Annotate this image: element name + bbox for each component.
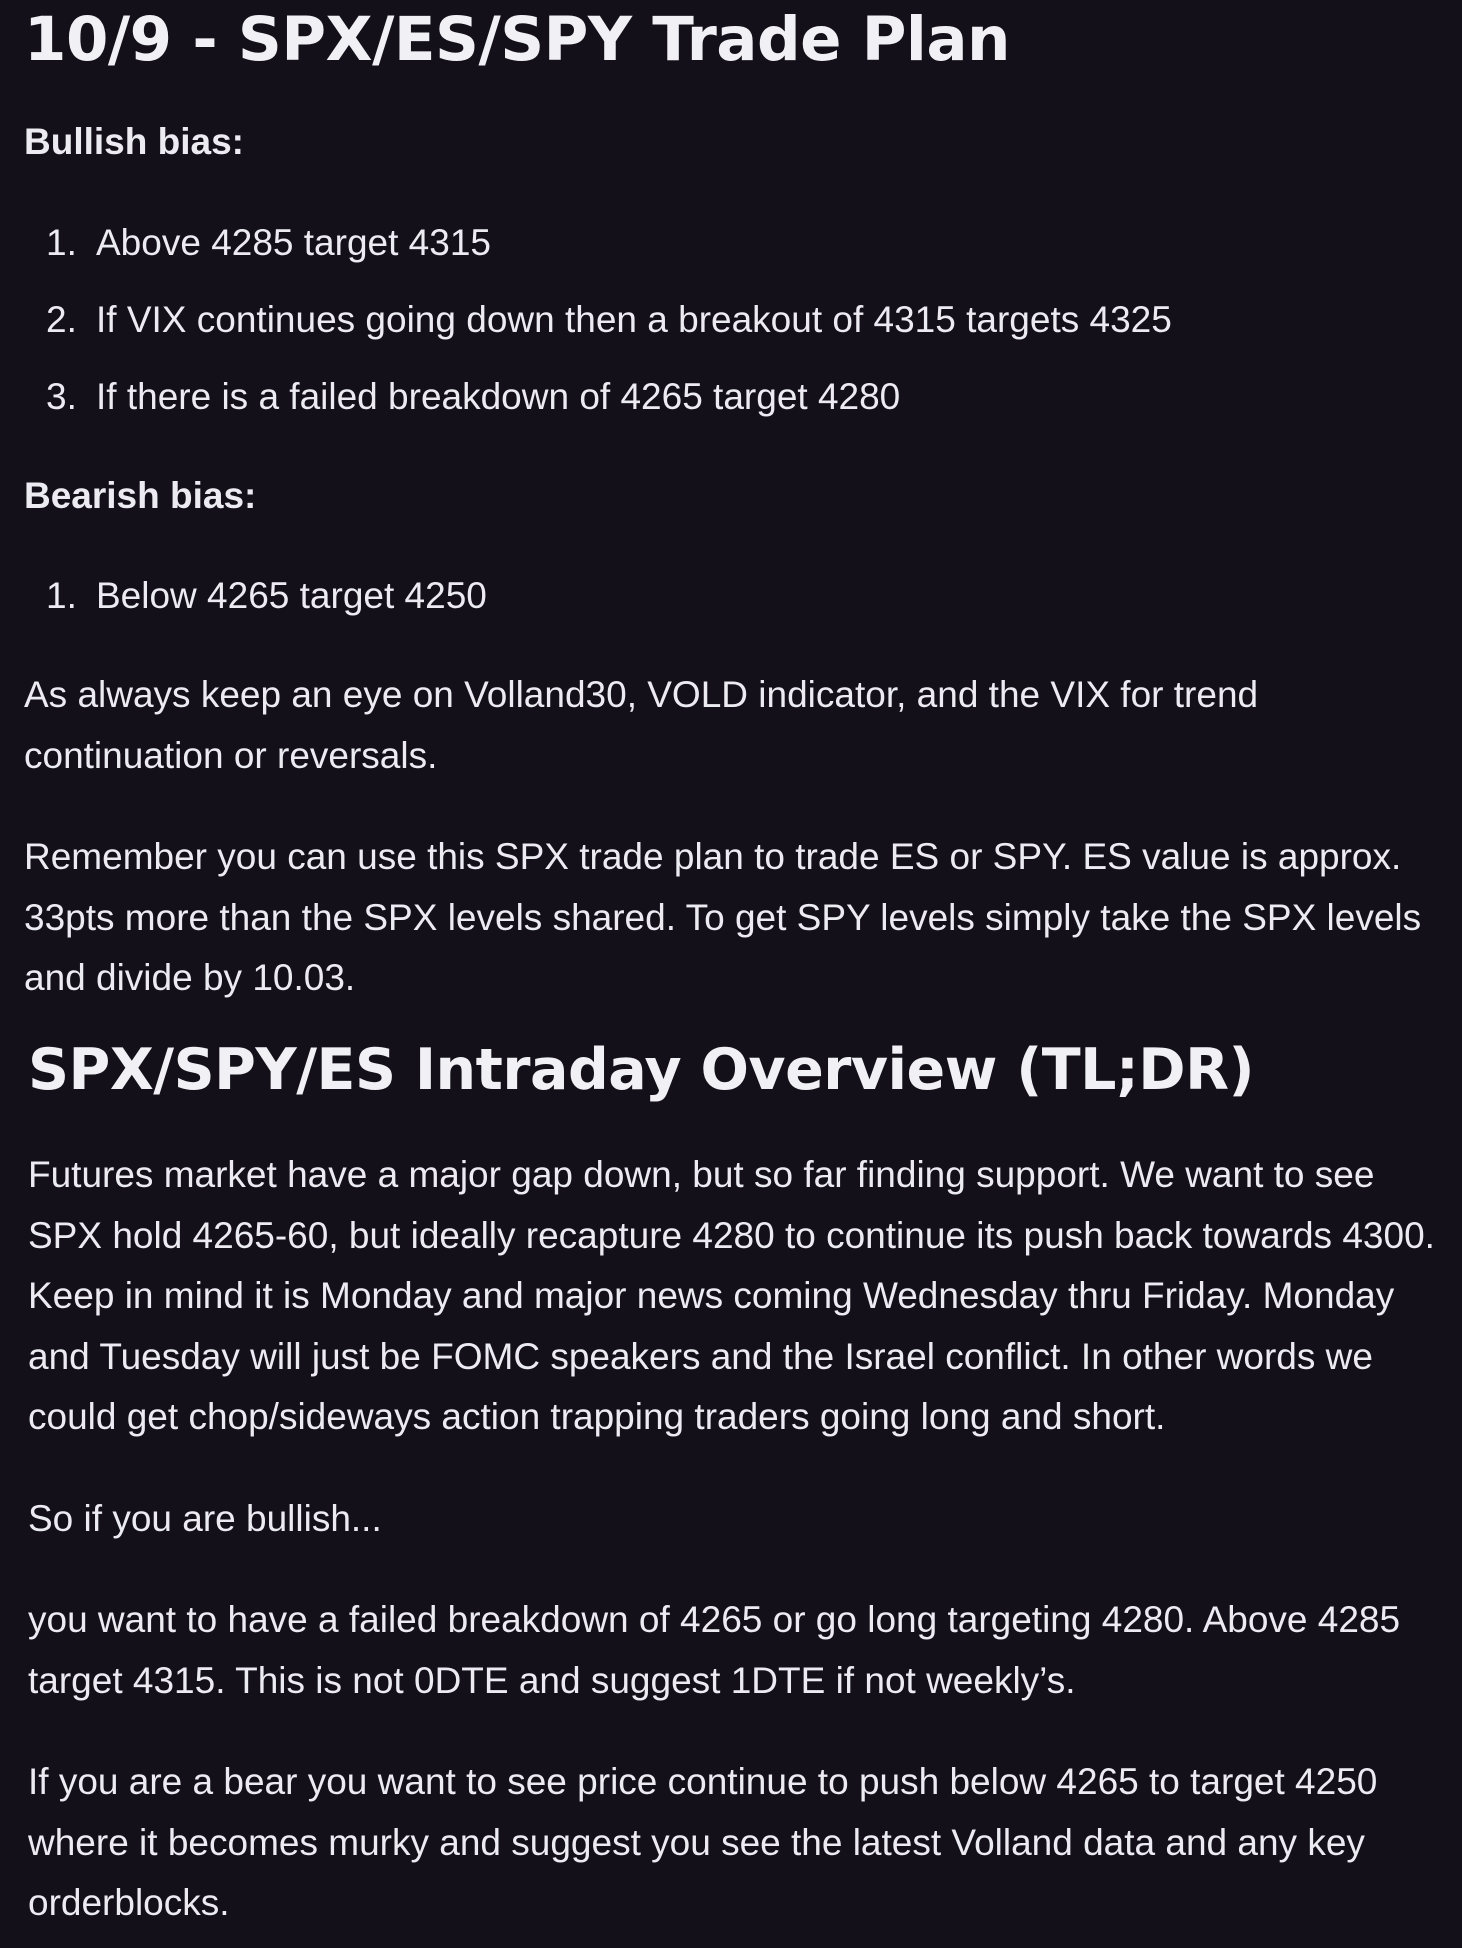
list-item-number: 1. (46, 222, 77, 263)
bullish-list (0, 221, 1400, 452)
list-item (0, 221, 1400, 265)
list-item-text: If there is a failed breakdown of 4265 target 4280 (96, 376, 901, 417)
watch-indicators-paragraph: As always keep an eye on Volland30, VOLD indicator, and the VIX for trend continuation or reversals. (24, 674, 1259, 776)
list-item-text: Above 4285 target 4315 (96, 222, 491, 263)
list-item-text: If VIX continues going down then a breakout of 4315 targets 4325 (96, 299, 1172, 340)
bullish-plan-paragraph: you want to have a failed breakdown of 4265 or go long targeting 4280. Above 4285 target 4315. This is not 0DTE and suggest 1DTE if not weekly’s. (28, 1599, 1401, 1701)
list-item (0, 574, 1400, 618)
overview-intro-paragraph: Futures market have a major gap down, but so far finding support. We want to see SPX hold 4265-60, but ideally recapture 4280 to continue its push back towards 4300. Keep in mind it is Monday and major news coming Wednesday thru Friday. Monday and Tuesday will just be FOMC speakers and the Israel conflict. In other words we could get chop/sideways action trapping traders going long and short. (28, 1154, 1435, 1437)
bullish-bias-label: Bullish bias: (24, 121, 244, 162)
bullish-lead-paragraph: So if you are bullish... (28, 1498, 382, 1539)
bear-plan-paragraph: If you are a bear you want to see price continue to push below 4265 to target 4250 where it becomes murky and suggest you see the latest Volland data and any key orderblocks. (28, 1761, 1378, 1923)
list-item-number: 1. (46, 575, 77, 616)
list-item-number: 2. (46, 299, 77, 340)
levels-conversion-paragraph: Remember you can use this SPX trade plan to trade ES or SPY. ES value is approx. 33pts more than the SPX levels shared. To get SPY levels simply take the SPX levels and divide by 10.03. (24, 836, 1422, 998)
list-item-number: 3. (46, 376, 77, 417)
bearish-bias-label: Bearish bias: (24, 475, 257, 516)
list-item (0, 375, 1400, 419)
list-item (0, 298, 1400, 342)
page-title: 10/9 - SPX/ES/SPY Trade Plan (24, 4, 1010, 75)
overview-heading: SPX/SPY/ES Intraday Overview (TL;DR) (28, 1037, 1255, 1103)
list-item-text: Below 4265 target 4250 (96, 575, 487, 616)
bearish-list (0, 574, 1400, 651)
